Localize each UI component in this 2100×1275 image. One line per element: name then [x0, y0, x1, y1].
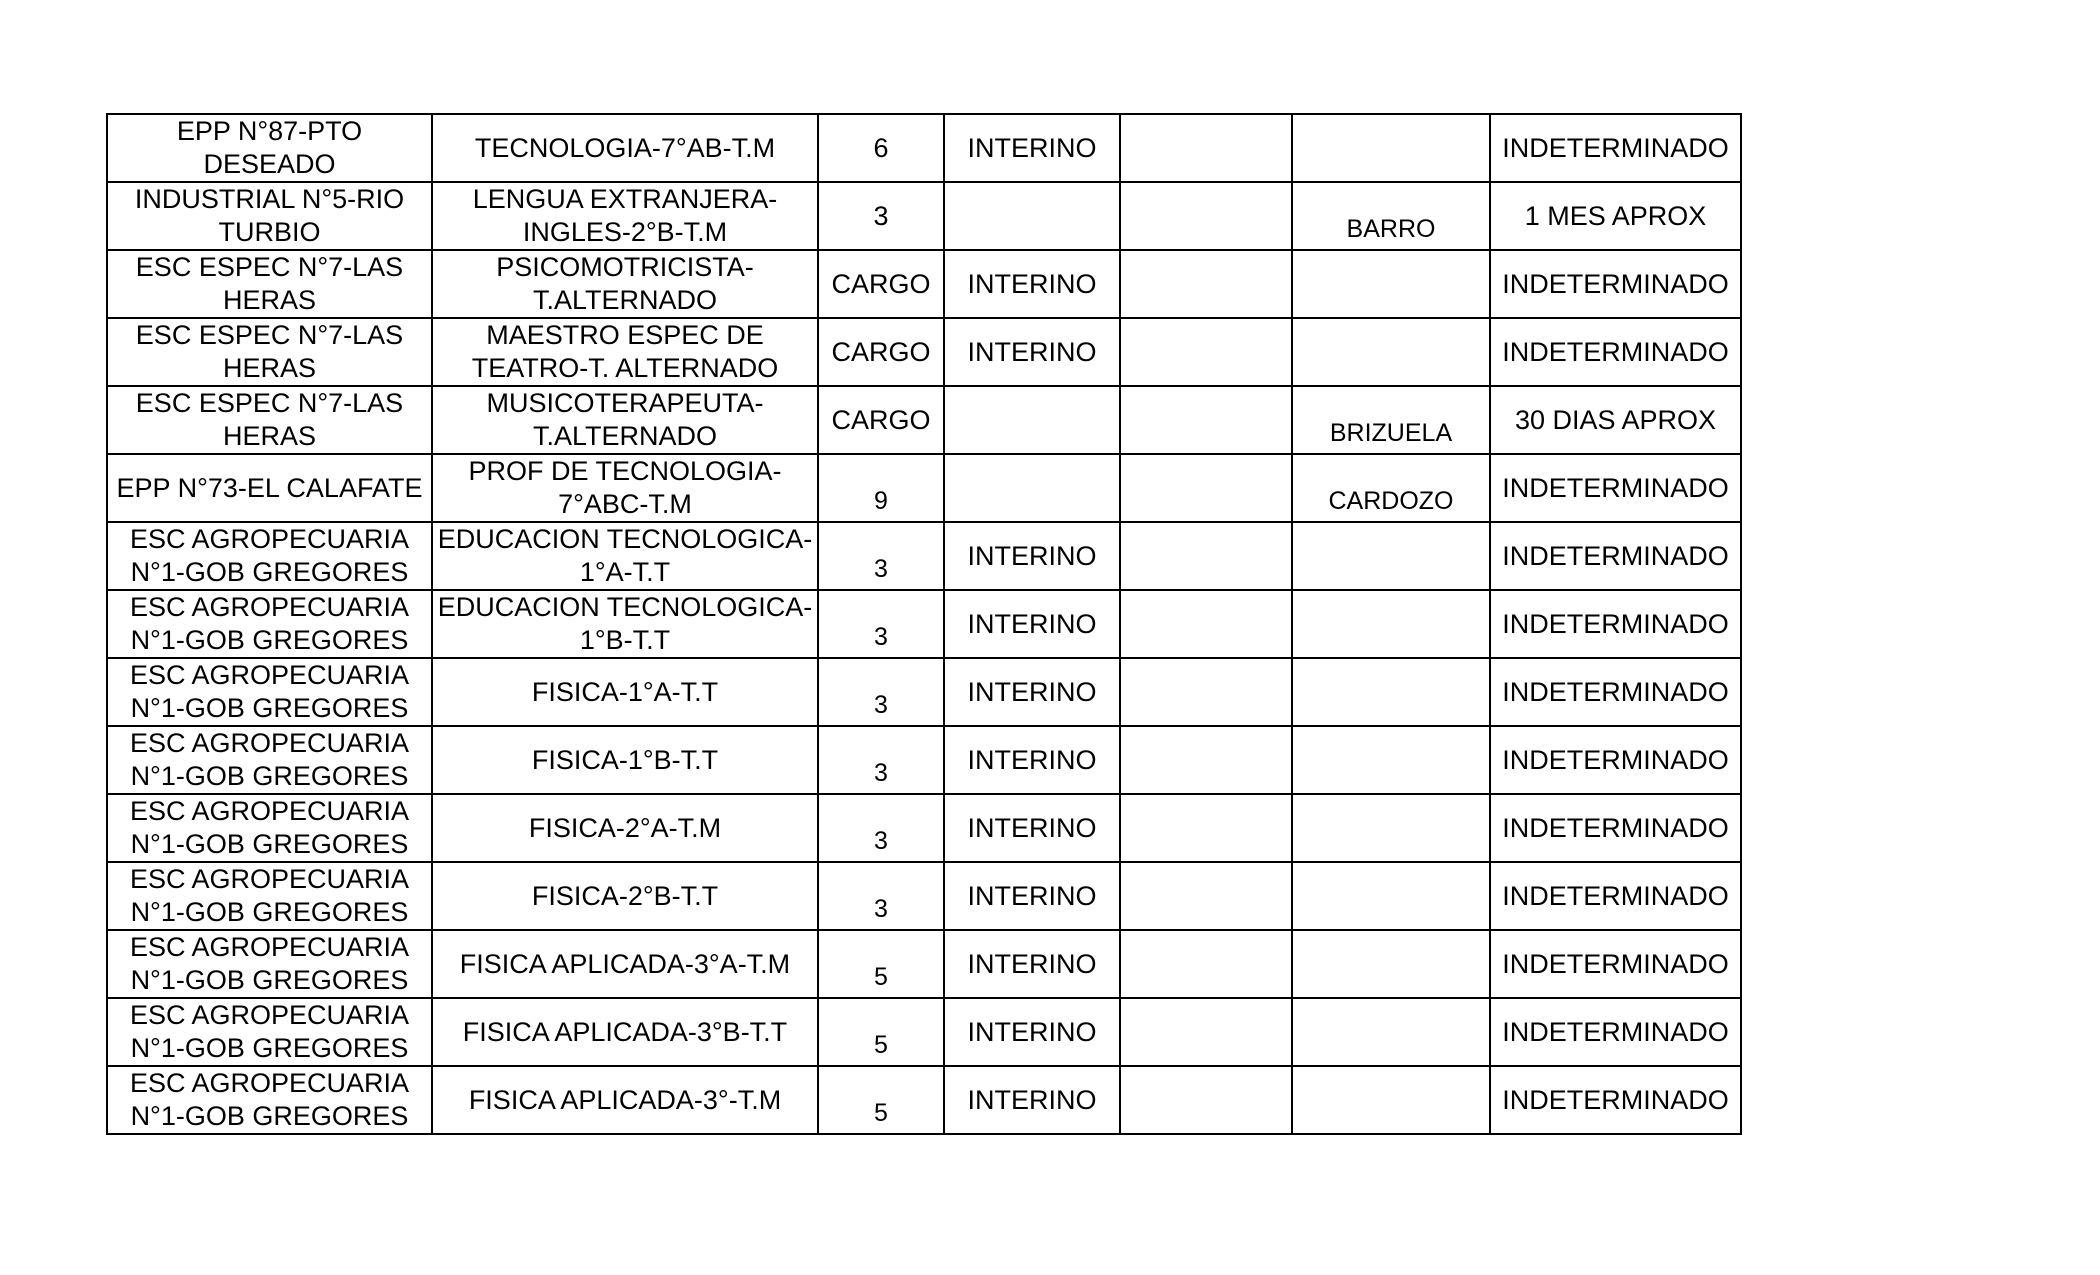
name-cell	[1292, 114, 1490, 182]
subject-cell	[432, 1066, 818, 1134]
subject-cell	[432, 590, 818, 658]
school-line: ESC ESPEC N°7-LAS	[135, 388, 404, 418]
situation-cell	[944, 726, 1120, 794]
subject-cell	[432, 794, 818, 862]
school-cell	[107, 522, 432, 590]
school-line: N°1-GOB GREGORES	[130, 897, 409, 927]
name-cell	[1292, 658, 1490, 726]
duration-cell	[1490, 794, 1741, 862]
school-line: TURBIO	[218, 217, 321, 247]
situation-cell	[944, 658, 1120, 726]
subject-line: MUSICOTERAPEUTA-	[486, 388, 764, 418]
school-line: N°1-GOB GREGORES	[130, 557, 409, 587]
subject-line: INGLES-2°B-T.M	[522, 217, 728, 247]
subject-line: PROF DE TECNOLOGIA-	[468, 456, 782, 486]
situation-cell	[944, 386, 1120, 454]
subject-line: TEATRO-T. ALTERNADO	[471, 353, 779, 383]
table-body	[107, 114, 1741, 1134]
situation-cell	[944, 1066, 1120, 1134]
subject-line: FISICA APLICADA-3°-T.M	[468, 1084, 782, 1115]
situation-text: INTERINO	[967, 812, 1097, 843]
duration-cell	[1490, 1066, 1741, 1134]
empty-cell	[1120, 726, 1292, 794]
table-row	[107, 114, 1741, 182]
table-row	[107, 250, 1741, 318]
school-line: ESC AGROPECUARIA	[129, 728, 410, 758]
duration-text: INDETERMINADO	[1502, 744, 1729, 775]
empty-cell	[1120, 794, 1292, 862]
hours-text: 3	[874, 623, 888, 651]
name-cell	[1292, 998, 1490, 1066]
situation-cell	[944, 930, 1120, 998]
subject-line: FISICA-1°B-T.T	[531, 744, 719, 775]
duration-cell	[1490, 930, 1741, 998]
subject-line: FISICA-1°A-T.T	[531, 676, 719, 707]
name-cell	[1292, 182, 1490, 250]
school-cell	[107, 794, 432, 862]
subject-line: LENGUA EXTRANJERA-	[472, 184, 778, 214]
name-cell	[1292, 318, 1490, 386]
subject-cell	[432, 522, 818, 590]
subject-line: 1°B-T.T	[579, 625, 671, 655]
subject-line: FISICA-2°A-T.M	[528, 812, 722, 843]
duration-text: INDETERMINADO	[1502, 948, 1729, 979]
name-text: BARRO	[1346, 215, 1436, 243]
subject-line: MAESTRO ESPEC DE	[486, 320, 764, 350]
situation-text: INTERINO	[967, 132, 1097, 163]
duration-cell	[1490, 522, 1741, 590]
duration-text: INDETERMINADO	[1502, 880, 1729, 911]
empty-cell	[1120, 250, 1292, 318]
hours-text: 5	[874, 963, 888, 991]
school-cell	[107, 590, 432, 658]
school-line: EPP N°87-PTO	[176, 116, 363, 146]
empty-cell	[1120, 182, 1292, 250]
subject-cell	[432, 386, 818, 454]
school-cell	[107, 658, 432, 726]
situation-cell	[944, 998, 1120, 1066]
hours-cell	[818, 250, 944, 318]
hours-cell	[818, 726, 944, 794]
situation-text: INTERINO	[967, 268, 1097, 299]
name-cell	[1292, 522, 1490, 590]
situation-text: INTERINO	[967, 676, 1097, 707]
situation-cell	[944, 318, 1120, 386]
hours-cell	[818, 1066, 944, 1134]
name-cell	[1292, 590, 1490, 658]
hours-cell	[818, 794, 944, 862]
subject-cell	[432, 658, 818, 726]
school-cell	[107, 386, 432, 454]
name-text	[1297, 951, 1485, 977]
situation-cell	[944, 590, 1120, 658]
school-cell	[107, 250, 432, 318]
school-cell	[107, 114, 432, 182]
situation-cell	[944, 250, 1120, 318]
school-line: EPP N°73-EL CALAFATE	[116, 472, 423, 503]
duration-text: INDETERMINADO	[1502, 676, 1729, 707]
table-row	[107, 590, 1741, 658]
situation-cell	[944, 522, 1120, 590]
table-row	[107, 862, 1741, 930]
situation-cell	[944, 182, 1120, 250]
duration-text: INDETERMINADO	[1502, 472, 1729, 503]
empty-cell	[1120, 930, 1292, 998]
subject-cell	[432, 862, 818, 930]
duration-cell	[1490, 250, 1741, 318]
school-cell	[107, 930, 432, 998]
duration-text: INDETERMINADO	[1502, 336, 1729, 367]
situation-cell	[944, 794, 1120, 862]
name-cell	[1292, 250, 1490, 318]
table-row	[107, 658, 1741, 726]
situation-text: INTERINO	[967, 744, 1097, 775]
name-text: BRIZUELA	[1329, 419, 1453, 447]
duration-cell	[1490, 726, 1741, 794]
duration-cell	[1490, 318, 1741, 386]
subject-line: 1°A-T.T	[579, 557, 671, 587]
duration-cell	[1490, 386, 1741, 454]
hours-text: 3	[873, 200, 889, 231]
school-line: INDUSTRIAL N°5-RIO	[134, 184, 405, 214]
school-line: N°1-GOB GREGORES	[130, 829, 409, 859]
school-line: ESC AGROPECUARIA	[129, 796, 410, 826]
name-text	[1297, 679, 1485, 705]
table-row	[107, 454, 1741, 522]
subject-cell	[432, 182, 818, 250]
empty-cell	[1120, 522, 1292, 590]
empty-cell	[1120, 998, 1292, 1066]
school-line: HERAS	[222, 285, 317, 315]
school-cell	[107, 998, 432, 1066]
hours-cell	[818, 930, 944, 998]
subject-line: FISICA APLICADA-3°A-T.M	[459, 948, 791, 979]
empty-cell	[1120, 318, 1292, 386]
name-text	[1297, 543, 1485, 569]
situation-text: INTERINO	[967, 608, 1097, 639]
empty-cell	[1120, 386, 1292, 454]
hours-cell	[818, 114, 944, 182]
school-line: N°1-GOB GREGORES	[130, 1101, 409, 1131]
name-cell	[1292, 726, 1490, 794]
situation-text: INTERINO	[967, 1084, 1097, 1115]
empty-cell	[1120, 454, 1292, 522]
school-cell	[107, 318, 432, 386]
situation-text: INTERINO	[967, 1016, 1097, 1047]
name-text	[1297, 271, 1485, 297]
situation-text: INTERINO	[967, 540, 1097, 571]
duration-text: INDETERMINADO	[1502, 1084, 1729, 1115]
school-line: ESC AGROPECUARIA	[129, 524, 410, 554]
table-row	[107, 1066, 1741, 1134]
duration-cell	[1490, 454, 1741, 522]
subject-cell	[432, 454, 818, 522]
name-text	[1297, 747, 1485, 773]
school-line: DESEADO	[203, 149, 336, 179]
name-cell	[1292, 386, 1490, 454]
table-row	[107, 386, 1741, 454]
table-row	[107, 930, 1741, 998]
situation-cell	[944, 114, 1120, 182]
duration-text: INDETERMINADO	[1502, 268, 1729, 299]
school-line: N°1-GOB GREGORES	[130, 1033, 409, 1063]
subject-line: T.ALTERNADO	[532, 421, 718, 451]
hours-text: 3	[874, 555, 888, 583]
subject-line: TECNOLOGIA-7°AB-T.M	[474, 132, 776, 163]
hours-text: 9	[874, 487, 888, 515]
school-line: ESC ESPEC N°7-LAS	[135, 252, 404, 282]
school-cell	[107, 862, 432, 930]
subject-cell	[432, 250, 818, 318]
empty-cell	[1120, 114, 1292, 182]
subject-line: T.ALTERNADO	[532, 285, 718, 315]
duration-text: INDETERMINADO	[1502, 608, 1729, 639]
name-text	[1297, 1019, 1485, 1045]
school-line: HERAS	[222, 421, 317, 451]
situation-cell	[944, 862, 1120, 930]
hours-text: 5	[874, 1031, 888, 1059]
hours-cell	[818, 386, 944, 454]
subject-cell	[432, 726, 818, 794]
table-row	[107, 726, 1741, 794]
duration-text: INDETERMINADO	[1502, 1016, 1729, 1047]
table-row	[107, 318, 1741, 386]
table-row	[107, 794, 1741, 862]
name-cell	[1292, 1066, 1490, 1134]
situation-text: INTERINO	[967, 336, 1097, 367]
school-line: ESC AGROPECUARIA	[129, 932, 410, 962]
duration-cell	[1490, 658, 1741, 726]
name-text	[1297, 611, 1485, 637]
hours-text: 3	[874, 691, 888, 719]
hours-cell	[818, 182, 944, 250]
name-cell	[1292, 794, 1490, 862]
school-cell	[107, 726, 432, 794]
document-sheet	[106, 113, 1742, 1135]
hours-text: 6	[873, 132, 889, 163]
school-line: N°1-GOB GREGORES	[130, 625, 409, 655]
subject-line: FISICA-2°B-T.T	[531, 880, 719, 911]
hours-text: 3	[874, 895, 888, 923]
situation-cell	[944, 454, 1120, 522]
table-row	[107, 998, 1741, 1066]
subject-line: FISICA APLICADA-3°B-T.T	[462, 1016, 788, 1047]
school-line: N°1-GOB GREGORES	[130, 761, 409, 791]
duration-text: INDETERMINADO	[1502, 132, 1729, 163]
name-text	[1297, 339, 1485, 365]
empty-cell	[1120, 1066, 1292, 1134]
hours-text: 3	[874, 759, 888, 787]
duration-text: INDETERMINADO	[1502, 812, 1729, 843]
name-cell	[1292, 862, 1490, 930]
name-text	[1297, 883, 1485, 909]
school-line: ESC AGROPECUARIA	[129, 660, 410, 690]
duration-cell	[1490, 114, 1741, 182]
table-row	[107, 182, 1741, 250]
hours-cell	[818, 590, 944, 658]
empty-cell	[1120, 590, 1292, 658]
school-line: ESC AGROPECUARIA	[129, 1000, 410, 1030]
subject-cell	[432, 998, 818, 1066]
hours-text: CARGO	[831, 404, 931, 435]
duration-text: 1 MES APROX	[1524, 200, 1707, 231]
duration-text: 30 DIAS APROX	[1514, 404, 1717, 435]
duration-text: INDETERMINADO	[1502, 540, 1729, 571]
duration-cell	[1490, 998, 1741, 1066]
subject-line: PSICOMOTRICISTA-	[496, 252, 754, 282]
hours-text: CARGO	[831, 336, 931, 367]
hours-cell	[818, 454, 944, 522]
name-text	[1297, 1087, 1485, 1113]
school-cell	[107, 182, 432, 250]
school-line: N°1-GOB GREGORES	[130, 965, 409, 995]
hours-text: CARGO	[831, 268, 931, 299]
hours-cell	[818, 522, 944, 590]
duration-cell	[1490, 862, 1741, 930]
duration-cell	[1490, 590, 1741, 658]
hours-cell	[818, 862, 944, 930]
name-text	[1297, 815, 1485, 841]
subject-line: 7°ABC-T.M	[558, 489, 692, 519]
school-line: N°1-GOB GREGORES	[130, 693, 409, 723]
subject-line: EDUCACION TECNOLOGICA-	[437, 524, 813, 554]
vacancies-table	[106, 113, 1742, 1135]
duration-cell	[1490, 182, 1741, 250]
subject-cell	[432, 930, 818, 998]
name-cell	[1292, 930, 1490, 998]
school-line: HERAS	[222, 353, 317, 383]
hours-text: 5	[874, 1099, 888, 1127]
school-line: ESC AGROPECUARIA	[129, 864, 410, 894]
empty-cell	[1120, 658, 1292, 726]
table-row	[107, 522, 1741, 590]
situation-text: INTERINO	[967, 880, 1097, 911]
school-line: ESC AGROPECUARIA	[129, 592, 410, 622]
school-line: ESC ESPEC N°7-LAS	[135, 320, 404, 350]
hours-text: 3	[874, 827, 888, 855]
empty-cell	[1120, 862, 1292, 930]
subject-cell	[432, 318, 818, 386]
subject-line: EDUCACION TECNOLOGICA-	[437, 592, 813, 622]
subject-cell	[432, 114, 818, 182]
situation-text: INTERINO	[967, 948, 1097, 979]
school-line: ESC AGROPECUARIA	[129, 1068, 410, 1098]
school-cell	[107, 1066, 432, 1134]
hours-cell	[818, 998, 944, 1066]
school-cell	[107, 454, 432, 522]
hours-cell	[818, 318, 944, 386]
hours-cell	[818, 658, 944, 726]
name-text: CARDOZO	[1328, 487, 1454, 515]
name-text	[1297, 135, 1485, 161]
name-cell	[1292, 454, 1490, 522]
